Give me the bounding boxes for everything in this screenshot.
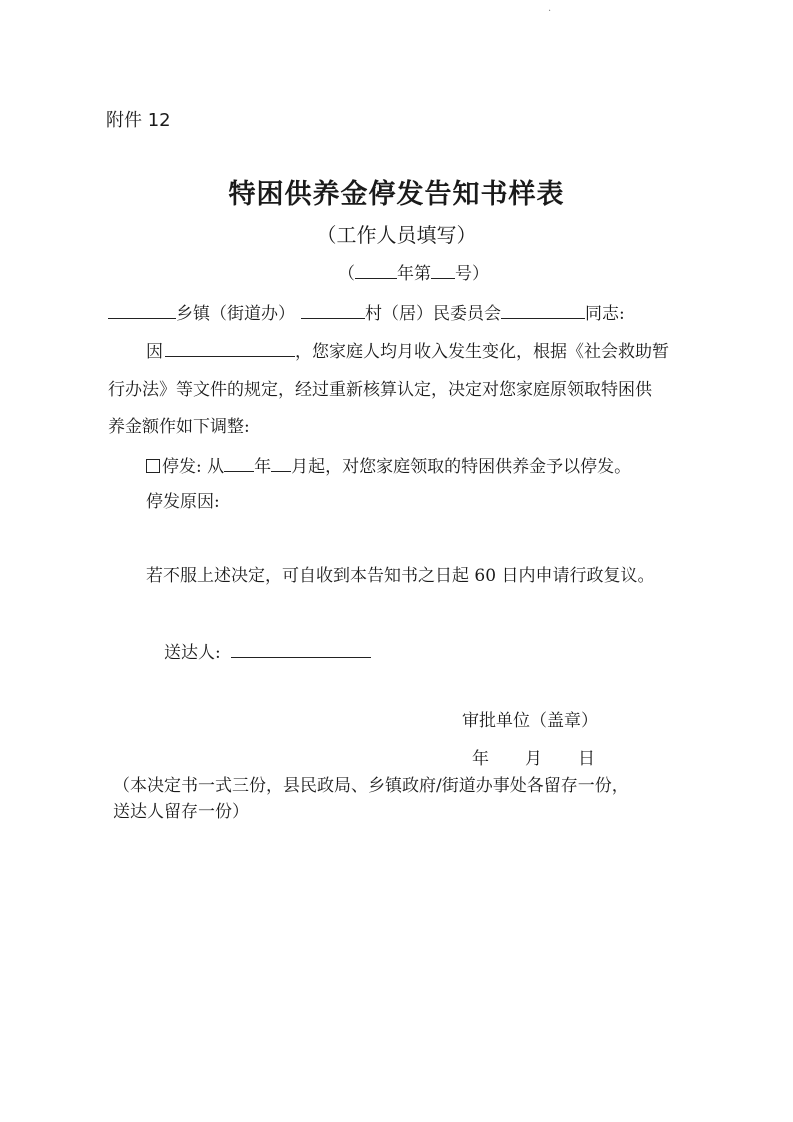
doc-number-close: 号） — [455, 264, 489, 284]
body-line1-text: ，您家庭人均月收入发生变化，根据《社会救助暂 — [295, 342, 669, 362]
comrade-name-blank[interactable] — [501, 302, 585, 319]
body-line-2: 行办法》等文件的规定，经过重新核算认定，决定对您家庭原领取特困供 — [108, 380, 652, 400]
date-day: 日 — [578, 749, 595, 769]
stop-month-text: 月起，对您家庭领取的特困供养金予以停发。 — [291, 457, 632, 477]
village-blank[interactable] — [301, 302, 365, 319]
note-line-2: 送达人留存一份） — [113, 802, 249, 822]
doc-number-line — [338, 262, 489, 284]
page-title: 特困供养金停发告知书样表 — [228, 179, 565, 210]
appeal-notice: 若不服上述决定，可自收到本告知书之日起 60 日内申请行政复议。 — [146, 566, 655, 586]
date-month: 月 — [525, 749, 542, 769]
stop-option-line — [146, 455, 631, 477]
stop-checkbox[interactable] — [146, 459, 160, 473]
body-prefix: 因 — [146, 342, 163, 362]
stop-month-blank[interactable] — [271, 455, 291, 472]
reason-blank[interactable] — [165, 340, 295, 357]
comrade-label: 同志: — [585, 304, 625, 324]
page-subtitle: （工作人员填写） — [316, 223, 477, 247]
doc-year-char: 年第 — [397, 264, 431, 284]
deliverer-line — [164, 641, 371, 663]
doc-number-blank[interactable] — [431, 262, 455, 279]
deliverer-signature-blank[interactable] — [231, 641, 371, 658]
body-line-1 — [146, 340, 669, 362]
doc-number-open: （ — [338, 264, 355, 284]
addressee-line — [108, 302, 625, 324]
town-blank[interactable] — [108, 302, 176, 319]
body-line-3: 养金额作如下调整: — [108, 417, 250, 437]
doc-year-blank[interactable] — [355, 262, 397, 279]
date-year: 年 — [472, 749, 489, 769]
deliverer-label: 送达人: — [164, 643, 221, 663]
town-label: 乡镇（街道办） — [176, 304, 295, 324]
village-label: 村（居）民委员会 — [365, 304, 501, 324]
stop-label: 停发: 从 — [162, 457, 225, 477]
approval-unit: 审批单位（盖章） — [462, 711, 598, 731]
stop-year-char: 年 — [254, 457, 272, 477]
date-line — [472, 749, 595, 769]
stop-reason-label: 停发原因: — [146, 492, 220, 512]
scan-speck: · — [548, 6, 552, 17]
annex-label: 附件 12 — [106, 110, 171, 131]
note-line-1: （本决定书一式三份，县民政局、乡镇政府/街道办事处各留存一份， — [113, 776, 629, 796]
stop-year-blank[interactable] — [224, 455, 254, 472]
